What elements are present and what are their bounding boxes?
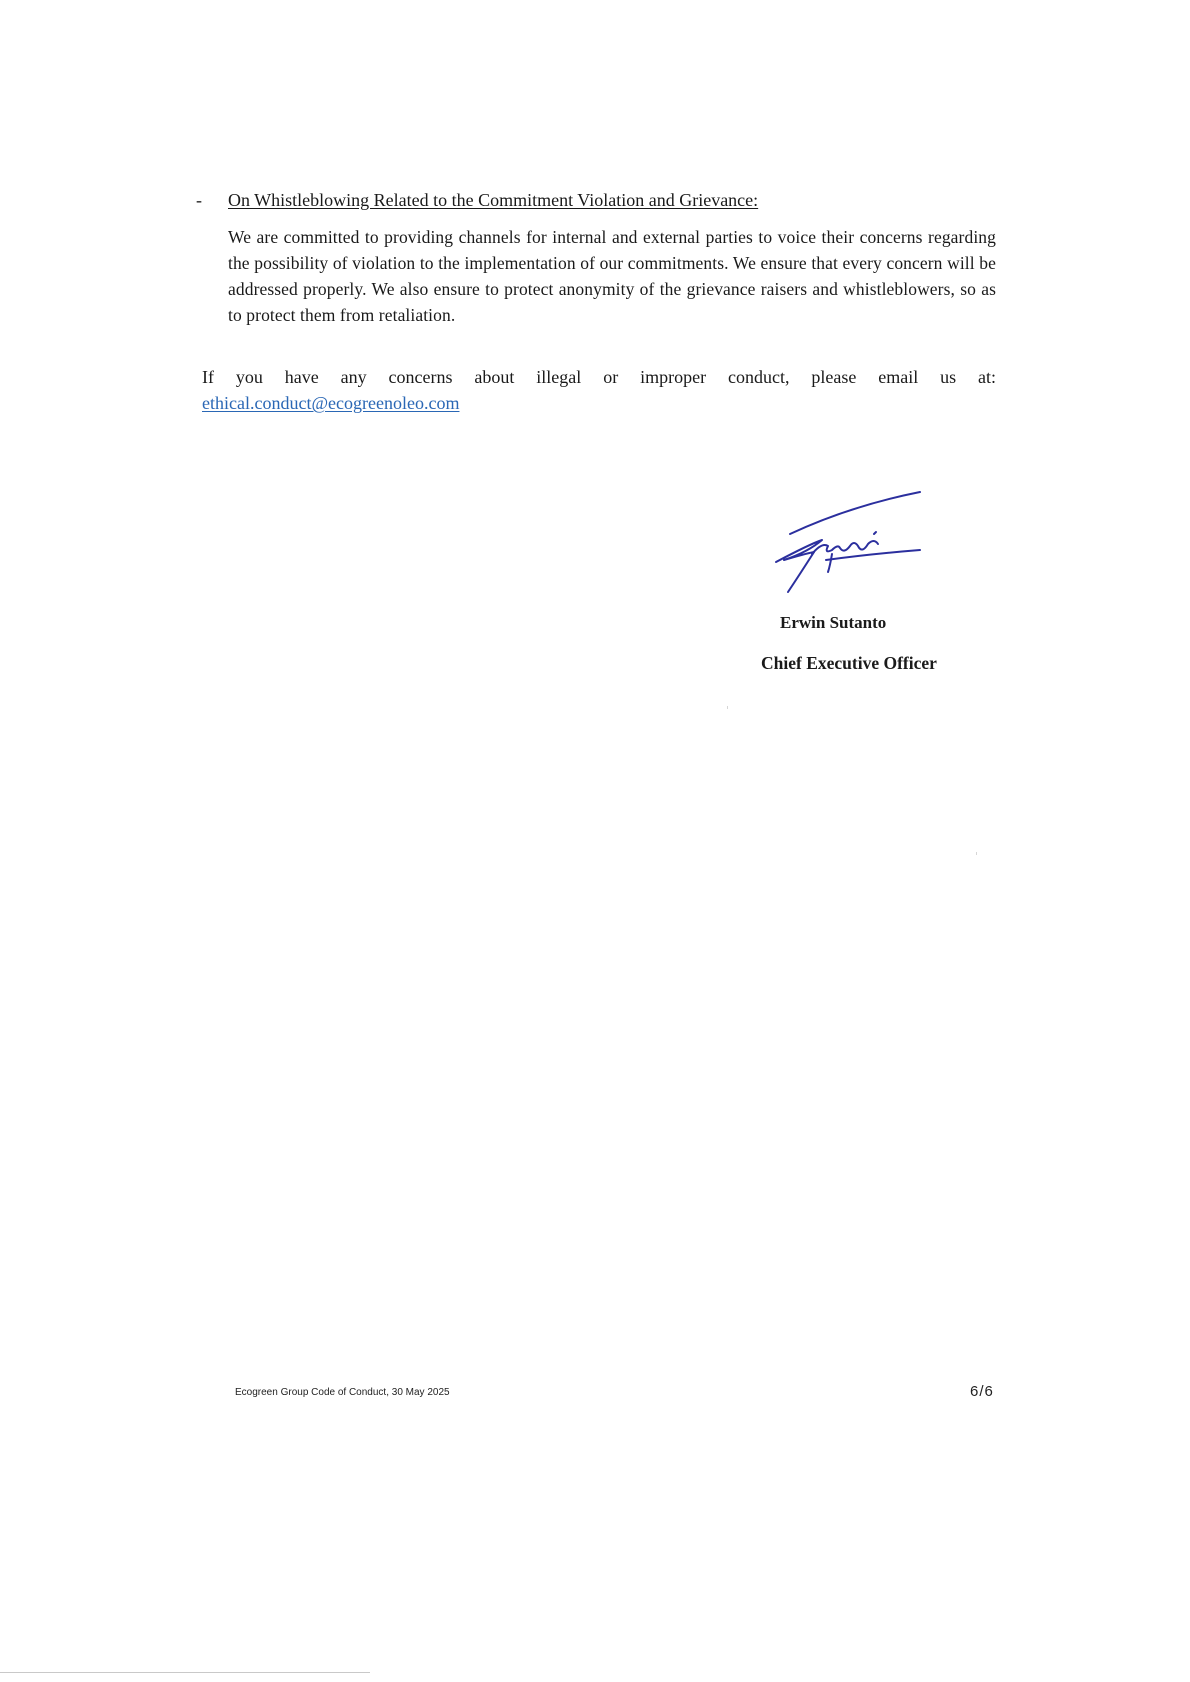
bullet-item: [196, 188, 996, 212]
contact-text: If you have any concerns about illegal or improper conduct, please email us at:: [202, 367, 996, 387]
section-heading: On Whistleblowing Related to the Commitment Violation and Grievance:: [228, 190, 759, 210]
signer-title: Chief Executive Officer: [761, 653, 937, 673]
page-number: 6/6: [970, 1383, 994, 1400]
scan-edge-line: [0, 1672, 370, 1673]
signer-name: Erwin Sutanto: [780, 613, 887, 632]
bullet-marker: -: [196, 190, 202, 210]
scan-speck: [976, 852, 977, 855]
section-body: We are committed to providing channels for internal and external parties to voice their concerns regarding the possibility of violation to the implementation of our commitments. We ensure that every concern will be addressed properly. We also ensure to protect anonymity of the grievance raisers and whistleblowers, so as to protect them from retaliation.: [228, 227, 996, 325]
footer-document-title: Ecogreen Group Code of Conduct, 30 May 2025: [235, 1387, 450, 1398]
scan-speck: [727, 706, 728, 709]
whistleblowing-section: [196, 188, 996, 328]
signature-image: [770, 488, 930, 598]
contact-paragraph: [202, 364, 996, 416]
email-link[interactable]: ethical.conduct@ecogreenoleo.com: [202, 393, 460, 413]
